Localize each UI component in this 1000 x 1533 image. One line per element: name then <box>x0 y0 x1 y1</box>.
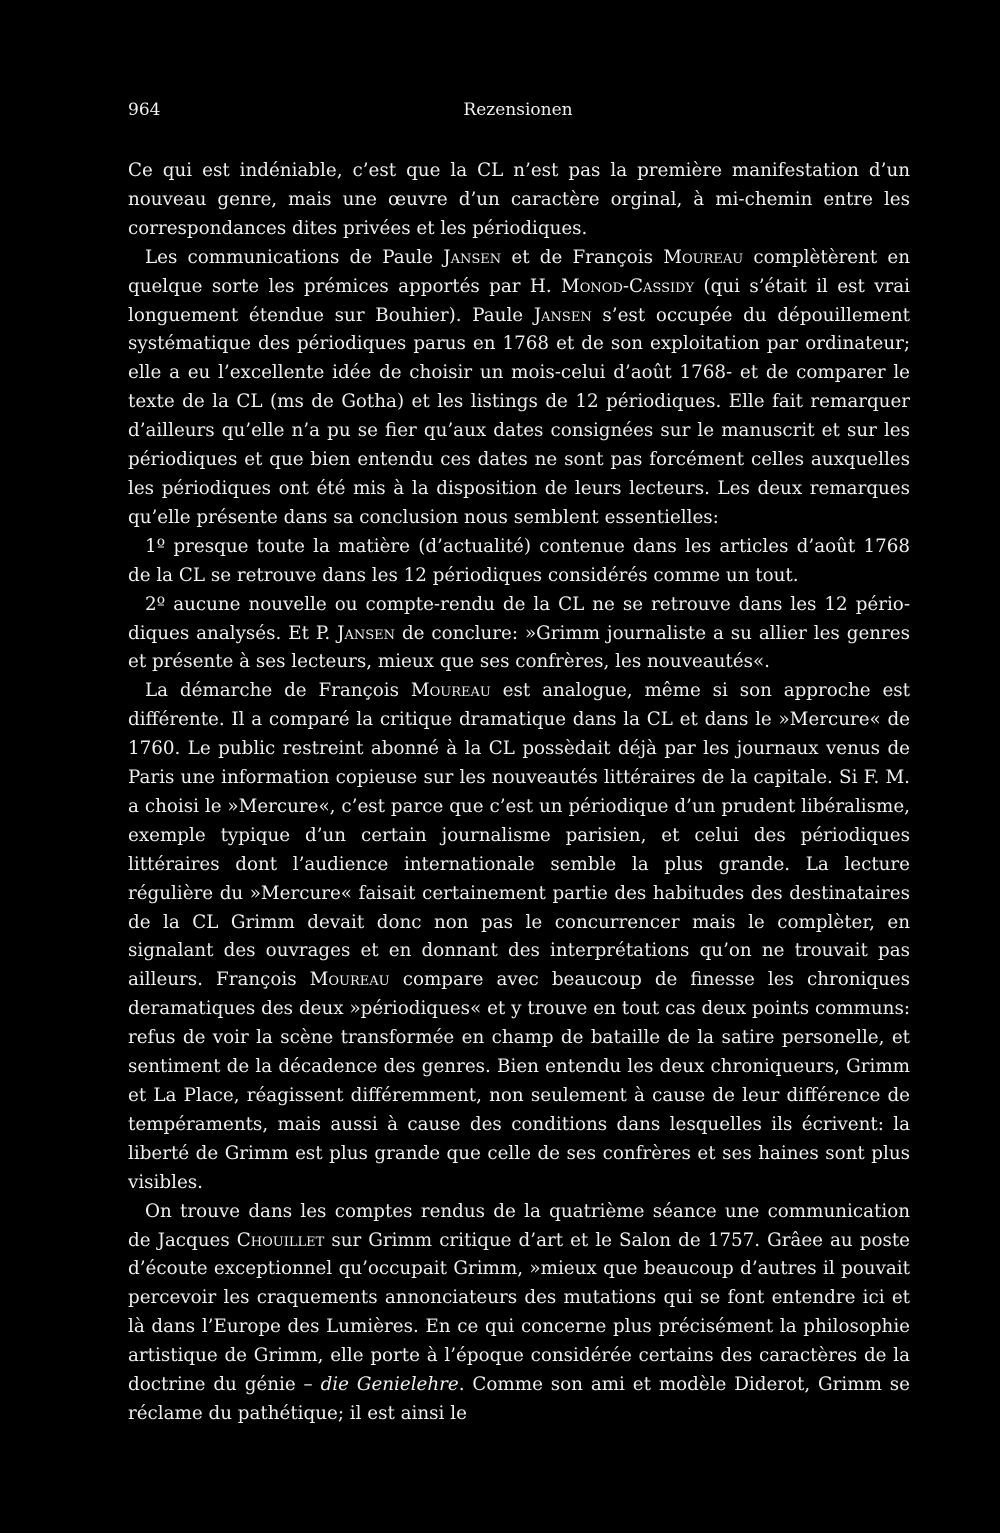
emphasis-text: die Genielehre <box>320 1374 459 1396</box>
author-name: Moureau <box>309 969 390 991</box>
paragraph <box>128 1198 910 1429</box>
running-head: Rezensionen <box>463 100 573 120</box>
text-run: de conclure: »Grimm journaliste a su allier les genres et présente à ses lecteurs, mieux que ses confrères, les nouveautés«. <box>128 622 910 673</box>
text-run: 2º aucune nouvelle ou compte-rendu de la CL ne se retrouve dans les 12 périodiques analysés. Et P. <box>128 593 910 644</box>
author-name: Moureau <box>663 246 744 268</box>
paragraph <box>128 157 910 244</box>
text-run: Ce qui est indéniable, c’est que la CL n’est pas la première manifestation d’un nouveau genre, mais une œuvre d’un caractère orginal, à mi-chemin entre les correspondances dites privées et les périodiques. <box>128 160 910 239</box>
author-name: Chouillet <box>236 1229 325 1251</box>
author-name: Jansen <box>533 304 592 326</box>
text-run: sur Grimm critique d’art et le Salon de 1757. Grâee au poste d’écoute exceptionnel qu’occupait Grimm, »mieux que beaucoup d’autres il pouvait percevoir les craquements annonciateurs des mutations qui se font entendre ici et là dans l’Europe des Lumières. En ce qui concerne plus précisément la philosophie artistique de Grimm, elle porte à l’époque considérée certains des caractères de la doctrine du génie – <box>128 1229 911 1396</box>
paragraph <box>128 677 910 1197</box>
text-run: est analogue, même si son approche est différente. Il a comparé la critique dramatique dans la CL et dans le »Mercure« de 1760. Le public restreint abonné à la CL possèdait déjà par les journaux venus de Paris une information copieuse sur les nouveautés littéraires de la capitale. Si F. M. a choisi le »Mercure«, c’est parce que c’est un périodique d’un prudent libéralisme, exemple typique d’un certain journalisme parisien, et celui des périodiques littéraires dont l’audience internationale semble la plus grande. La lecture régulière du »Mercure« faisait certainement partie des habitudes des destinataires de la CL Grimm devait donc non pas le concurrencer mais le complèter, en signalant des ouvrages et en donnant des interprétations qu’on ne trouvait pas ailleurs. François <box>128 680 910 991</box>
text-run: et de François <box>501 246 664 268</box>
text-run: complètèrent en quelque sorte les prémices apportés par H. <box>128 246 910 297</box>
paragraph <box>128 244 910 533</box>
text-run: La démarche de François <box>145 680 411 702</box>
page-header <box>128 100 908 130</box>
text-run: s’est occupée du dépouillement systématique des périodiques parus en 1768 et de son exploitation par ordinateur; elle a eu l’excellente idée de choisir un mois-celui d’août 1768- et de comparer le texte de la CL (ms de Gotha) et les listings de 12 périodiques. Elle fait remarquer d’ailleurs qu’elle n’a pu se fier qu’aux dates consignées sur le manuscrit et sur les périodiques et que bien entendu ces dates ne sont pas forcément celles auxquelles les périodiques ont été mis à la disposition de leurs lecteurs. Les deux remarques qu’elle présente dans sa conclusion nous semblent essentielles: <box>128 304 910 528</box>
text-run: (qui s’était il est vrai longuement étendue sur Bouhier). Paule <box>128 275 911 326</box>
page-number: 964 <box>128 100 161 120</box>
body-text <box>128 157 910 1429</box>
text-run: On trouve dans les comptes rendus de la quatrième séance une communication de Jacques <box>128 1200 910 1251</box>
author-name: Jansen <box>337 622 396 644</box>
text-run: . Comme son ami et modèle Diderot, Grimm se réclame du pathétique; il est ainsi le <box>128 1374 911 1424</box>
paragraph <box>128 591 910 678</box>
author-name: Moureau <box>410 680 491 702</box>
author-name: Monod-Cassidy <box>561 275 695 297</box>
text-run: 1º presque toute la matière (d’actualité) contenue dans les articles d’août 1768 de la CL se retrouve dans les 12 périodiques considérés comme un tout. <box>128 535 910 586</box>
text-run: Les communications de Paule <box>145 246 444 268</box>
author-name: Jansen <box>443 246 502 268</box>
text-run: compare avec beaucoup de finesse les chroniques deramatiques des deux »périodiques« et y trouve en tout cas deux points communs: refus de voir la scène transformée en champ de bataille de la satire personelle, et sentiment de la décadence des genres. Bien entendu les deux chroniqueurs, Grimm et La Place, réagissent différemment, non seulement à cause de leur différence de tempéraments, mais aussi à cause des conditions dans lesquelles ils écrivent: la liberté de Grimm est plus grande que celle de ses confrères et ses haines sont plus visibles. <box>128 969 911 1193</box>
paragraph <box>128 533 910 591</box>
